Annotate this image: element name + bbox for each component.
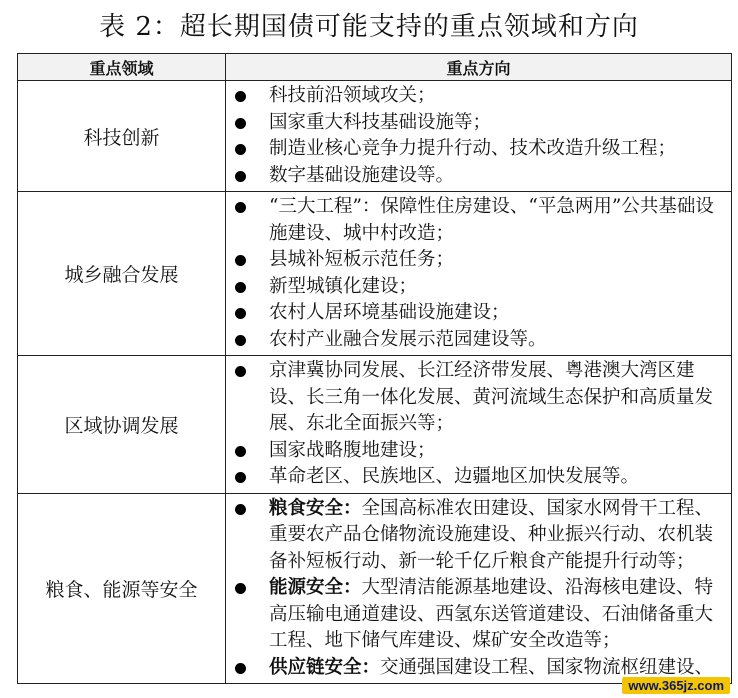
bullet-icon [235,144,246,155]
table-header-row [18,54,732,81]
list-item [226,358,721,438]
item-text: 农村人居环境基础设施建设； [269,302,510,323]
directions-cell [226,192,732,356]
item-text: 新型城镇化建设； [269,275,418,297]
bullet-icon [235,118,246,129]
item-text: 农村产业融合发展示范园建设等。 [269,328,547,350]
direction-list [226,358,721,491]
area-cell: 科技创新 [18,81,226,192]
directions-cell [226,493,732,684]
list-item [226,300,721,327]
direction-list [226,83,721,189]
directions-cell [226,356,732,494]
header-area: 重点领域 [18,54,226,81]
list-item [226,163,721,190]
bullet-icon [235,663,246,674]
header-direction: 重点方向 [226,54,732,81]
bullet-icon [235,472,246,483]
area-cell: 粮食、能源等安全 [18,493,226,684]
table-row [18,192,732,356]
list-item [226,464,721,491]
item-text: 国家重大科技基础设施等； [269,111,492,133]
bullet-icon [235,202,246,213]
direction-list [226,194,721,353]
list-item [226,496,721,576]
table-row [18,81,732,192]
item-text: 县城补短板示范任务； [269,249,455,270]
item-text: 交通强国建设工程、国家物流枢纽建设、 [380,656,714,678]
bullet-icon [235,583,246,594]
bullet-icon [235,446,246,457]
item-text: 制造业核心竞争力提升行动、技术改造升级工程； [269,138,677,159]
direction-list [226,496,721,682]
item-text: 数字基础设施建设等。 [269,164,455,186]
item-label: 粮食安全： [269,497,362,519]
list-item [226,575,721,655]
item-text: “三大工程”：保障性住房建设、“平急两用”公共基础设施建设、城中村改造； [269,196,714,244]
area-cell: 区域协调发展 [18,356,226,494]
item-text: 京津冀协同发展、长江经济带发展、粤港澳大湾区建设、长三角一体化发展、黄河流域生态保护和高质量发展、东北全面振兴等； [269,360,714,434]
list-item [226,327,721,354]
bullet-icon [235,335,246,346]
directions-cell [226,81,732,192]
list-item [226,274,721,301]
area-cell: 城乡融合发展 [18,192,226,356]
table-row [18,356,732,494]
item-label: 能源安全： [269,577,362,598]
focus-areas-table [17,53,732,684]
list-item [226,247,721,274]
bullet-icon [235,255,246,266]
bullet-icon [235,308,246,319]
bullet-icon [235,504,246,515]
item-text: 大型清洁能源基地建设、沿海核电建设、特高压输电通道建设、西氢东送管道建设、石油储备重大工程、地下储气库建设、煤矿安全改造等； [269,577,714,651]
list-item [226,194,721,247]
table-title: 表 2：超长期国债可能支持的重点领域和方向 [99,12,639,42]
watermark-logo: www.365jz.com [622,677,730,694]
bullet-icon [235,282,246,293]
item-text: 全国高标准农田建设、国家水网骨干工程、重要农产品仓储物流设施建设、种业振兴行动、农机装备补短板行动、新一轮千亿斤粮食产能提升行动等； [269,497,714,572]
list-item [226,83,721,110]
bullet-icon [235,366,246,377]
list-item [226,136,721,163]
item-label: 供应链安全： [269,656,381,678]
item-text: 革命老区、民族地区、边疆地区加快发展等。 [269,466,640,487]
list-item [226,110,721,137]
list-item [226,438,721,465]
bullet-icon [235,91,246,102]
item-text: 科技前沿领域攻关； [269,85,436,106]
item-text: 国家战略腹地建设； [269,439,436,461]
table-row [18,493,732,684]
bullet-icon [235,171,246,182]
